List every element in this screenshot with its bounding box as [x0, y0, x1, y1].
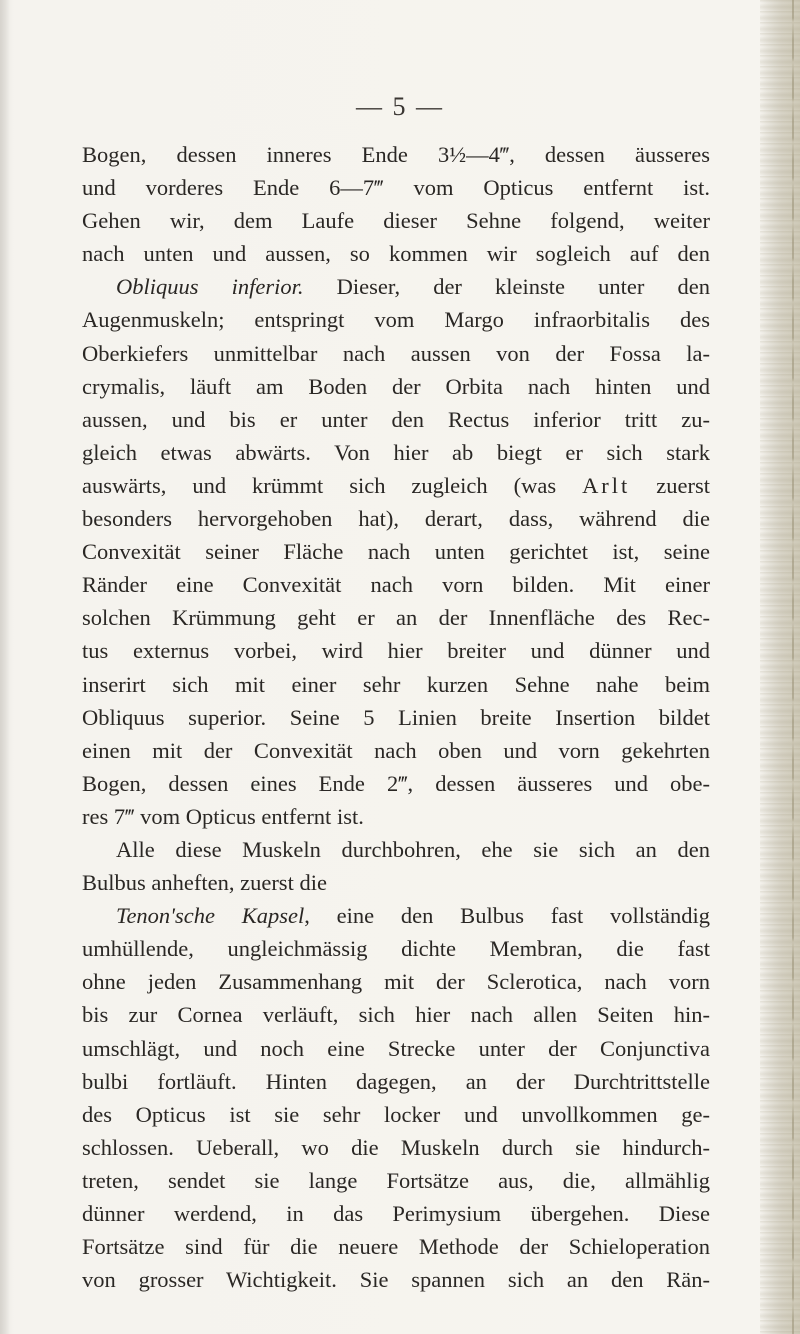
text-segment: Augenmuskeln; entspringt vom Margo infraorbitalis des: [82, 307, 710, 333]
text-line: [82, 403, 710, 436]
text-segment: Ränder eine Convexität nach vorn bilden. Mit einer: [82, 572, 710, 598]
text-line: [82, 1032, 710, 1065]
italic-heading-segment: Obliquus inferior.: [116, 274, 304, 300]
text-segment: Alle diese Muskeln durchbohren, ehe sie sich an den: [116, 836, 710, 862]
text-segment: auswärts, und krümmt sich zugleich (was: [82, 472, 583, 498]
page-number: — 5 —: [356, 92, 444, 121]
text-segment: Dieser, der kleinste unter den: [303, 274, 710, 300]
text-segment: ohne jeden Zusammenhang mit der Sclerotica, nach vorn: [82, 969, 710, 995]
text-line: [82, 998, 710, 1031]
text-line: [82, 204, 710, 237]
text-segment: von grosser Wichtigkeit. Sie spannen sich an den Rän-: [82, 1267, 710, 1293]
text-line: [82, 965, 710, 998]
text-line: [82, 634, 710, 667]
text-line: [82, 800, 710, 833]
body-text: [82, 138, 710, 1296]
text-line: [82, 469, 710, 502]
text-segment: solchen Krümmung geht er an der Innenfläche des Rec-: [82, 605, 710, 631]
text-segment: aussen, und bis er unter den Rectus inferior tritt zu-: [82, 406, 710, 432]
text-segment: Obliquus superior. Seine 5 Linien breite Insertion bildet: [82, 704, 710, 730]
text-line: [82, 436, 710, 469]
text-segment: einen mit der Convexität nach oben und vorn gekehrten: [82, 737, 710, 763]
text-segment: Bulbus anheften, zuerst die: [82, 870, 327, 896]
text-segment: umhüllende, ungleichmässig dichte Membran, die fast: [82, 936, 710, 962]
text-line: [82, 138, 710, 171]
text-segment: Convexität seiner Fläche nach unten gerichtet ist, seine: [82, 539, 710, 565]
text-segment: res 7‴ vom Opticus entfernt ist.: [82, 803, 364, 829]
text-segment: nach unten und aussen, so kommen wir sogleich auf den: [82, 241, 710, 267]
text-segment: inserirt sich mit einer sehr kurzen Sehne nahe beim: [82, 671, 710, 697]
text-line: [82, 270, 710, 303]
text-line: [82, 337, 710, 370]
text-segment: bis zur Cornea verläuft, sich hier nach allen Seiten hin-: [82, 1002, 710, 1028]
text-line: [82, 303, 710, 336]
text-line: [82, 833, 710, 866]
text-line: [82, 1164, 710, 1197]
text-line: [82, 701, 710, 734]
text-line: [82, 1263, 710, 1296]
text-segment: besonders hervorgehoben hat), derart, dass, während die: [82, 506, 710, 532]
binding-shadow-line: [792, 0, 794, 1334]
text-segment: tus externus vorbei, wird hier breiter und dünner und: [82, 638, 710, 664]
text-line: [82, 1065, 710, 1098]
page-left-edge: [0, 0, 10, 1334]
text-segment: crymalis, läuft am Boden der Orbita nach hinten und: [82, 373, 710, 399]
text-segment: Gehen wir, dem Laufe dieser Sehne folgend, weiter: [82, 208, 710, 234]
text-segment: Bogen, dessen eines Ende 2‴, dessen äusseres und obe-: [82, 770, 710, 796]
spaced-name-segment: Arlt: [582, 472, 631, 498]
text-line: [82, 866, 710, 899]
text-segment: , eine den Bulbus fast vollständig: [304, 903, 710, 929]
text-segment: zuerst: [630, 472, 710, 498]
text-segment: Oberkiefers unmittelbar nach aussen von der Fossa la-: [82, 340, 710, 366]
text-segment: gleich etwas abwärts. Von hier ab biegt er sich stark: [82, 439, 710, 465]
text-segment: bulbi fortläuft. Hinten dagegen, an der Durchtrittstelle: [82, 1068, 710, 1094]
text-line: [82, 502, 710, 535]
text-line: [82, 370, 710, 403]
text-line: [82, 601, 710, 634]
text-segment: treten, sendet sie lange Fortsätze aus, die, allmählig: [82, 1167, 710, 1193]
text-segment: des Opticus ist sie sehr locker und unvollkommen ge-: [82, 1101, 710, 1127]
text-line: [82, 568, 710, 601]
text-line: [82, 237, 710, 270]
text-line: [82, 1098, 710, 1131]
text-line: [82, 767, 710, 800]
text-segment: schlossen. Ueberall, wo die Muskeln durch sie hindurch-: [82, 1134, 710, 1160]
text-segment: und vorderes Ende 6—7‴ vom Opticus entfernt ist.: [82, 175, 710, 201]
text-line: [82, 899, 710, 932]
text-line: [82, 1230, 710, 1263]
text-line: [82, 734, 710, 767]
text-segment: Bogen, dessen inneres Ende 3½—4‴, dessen äusseres: [82, 142, 710, 167]
text-line: [82, 1197, 710, 1230]
page-binding-edge: [760, 0, 800, 1334]
italic-heading-segment: Tenon'sche Kapsel: [116, 903, 305, 929]
text-segment: umschlägt, und noch eine Strecke unter der Conjunctiva: [82, 1035, 710, 1061]
text-line: [82, 1131, 710, 1164]
text-segment: dünner werdend, in das Perimysium übergehen. Diese: [82, 1201, 710, 1226]
text-line: [82, 535, 710, 568]
text-segment: Fortsätze sind für die neuere Methode der Schieloperation: [82, 1234, 710, 1260]
text-line: [82, 932, 710, 965]
text-line: [82, 171, 710, 204]
text-line: [82, 668, 710, 701]
